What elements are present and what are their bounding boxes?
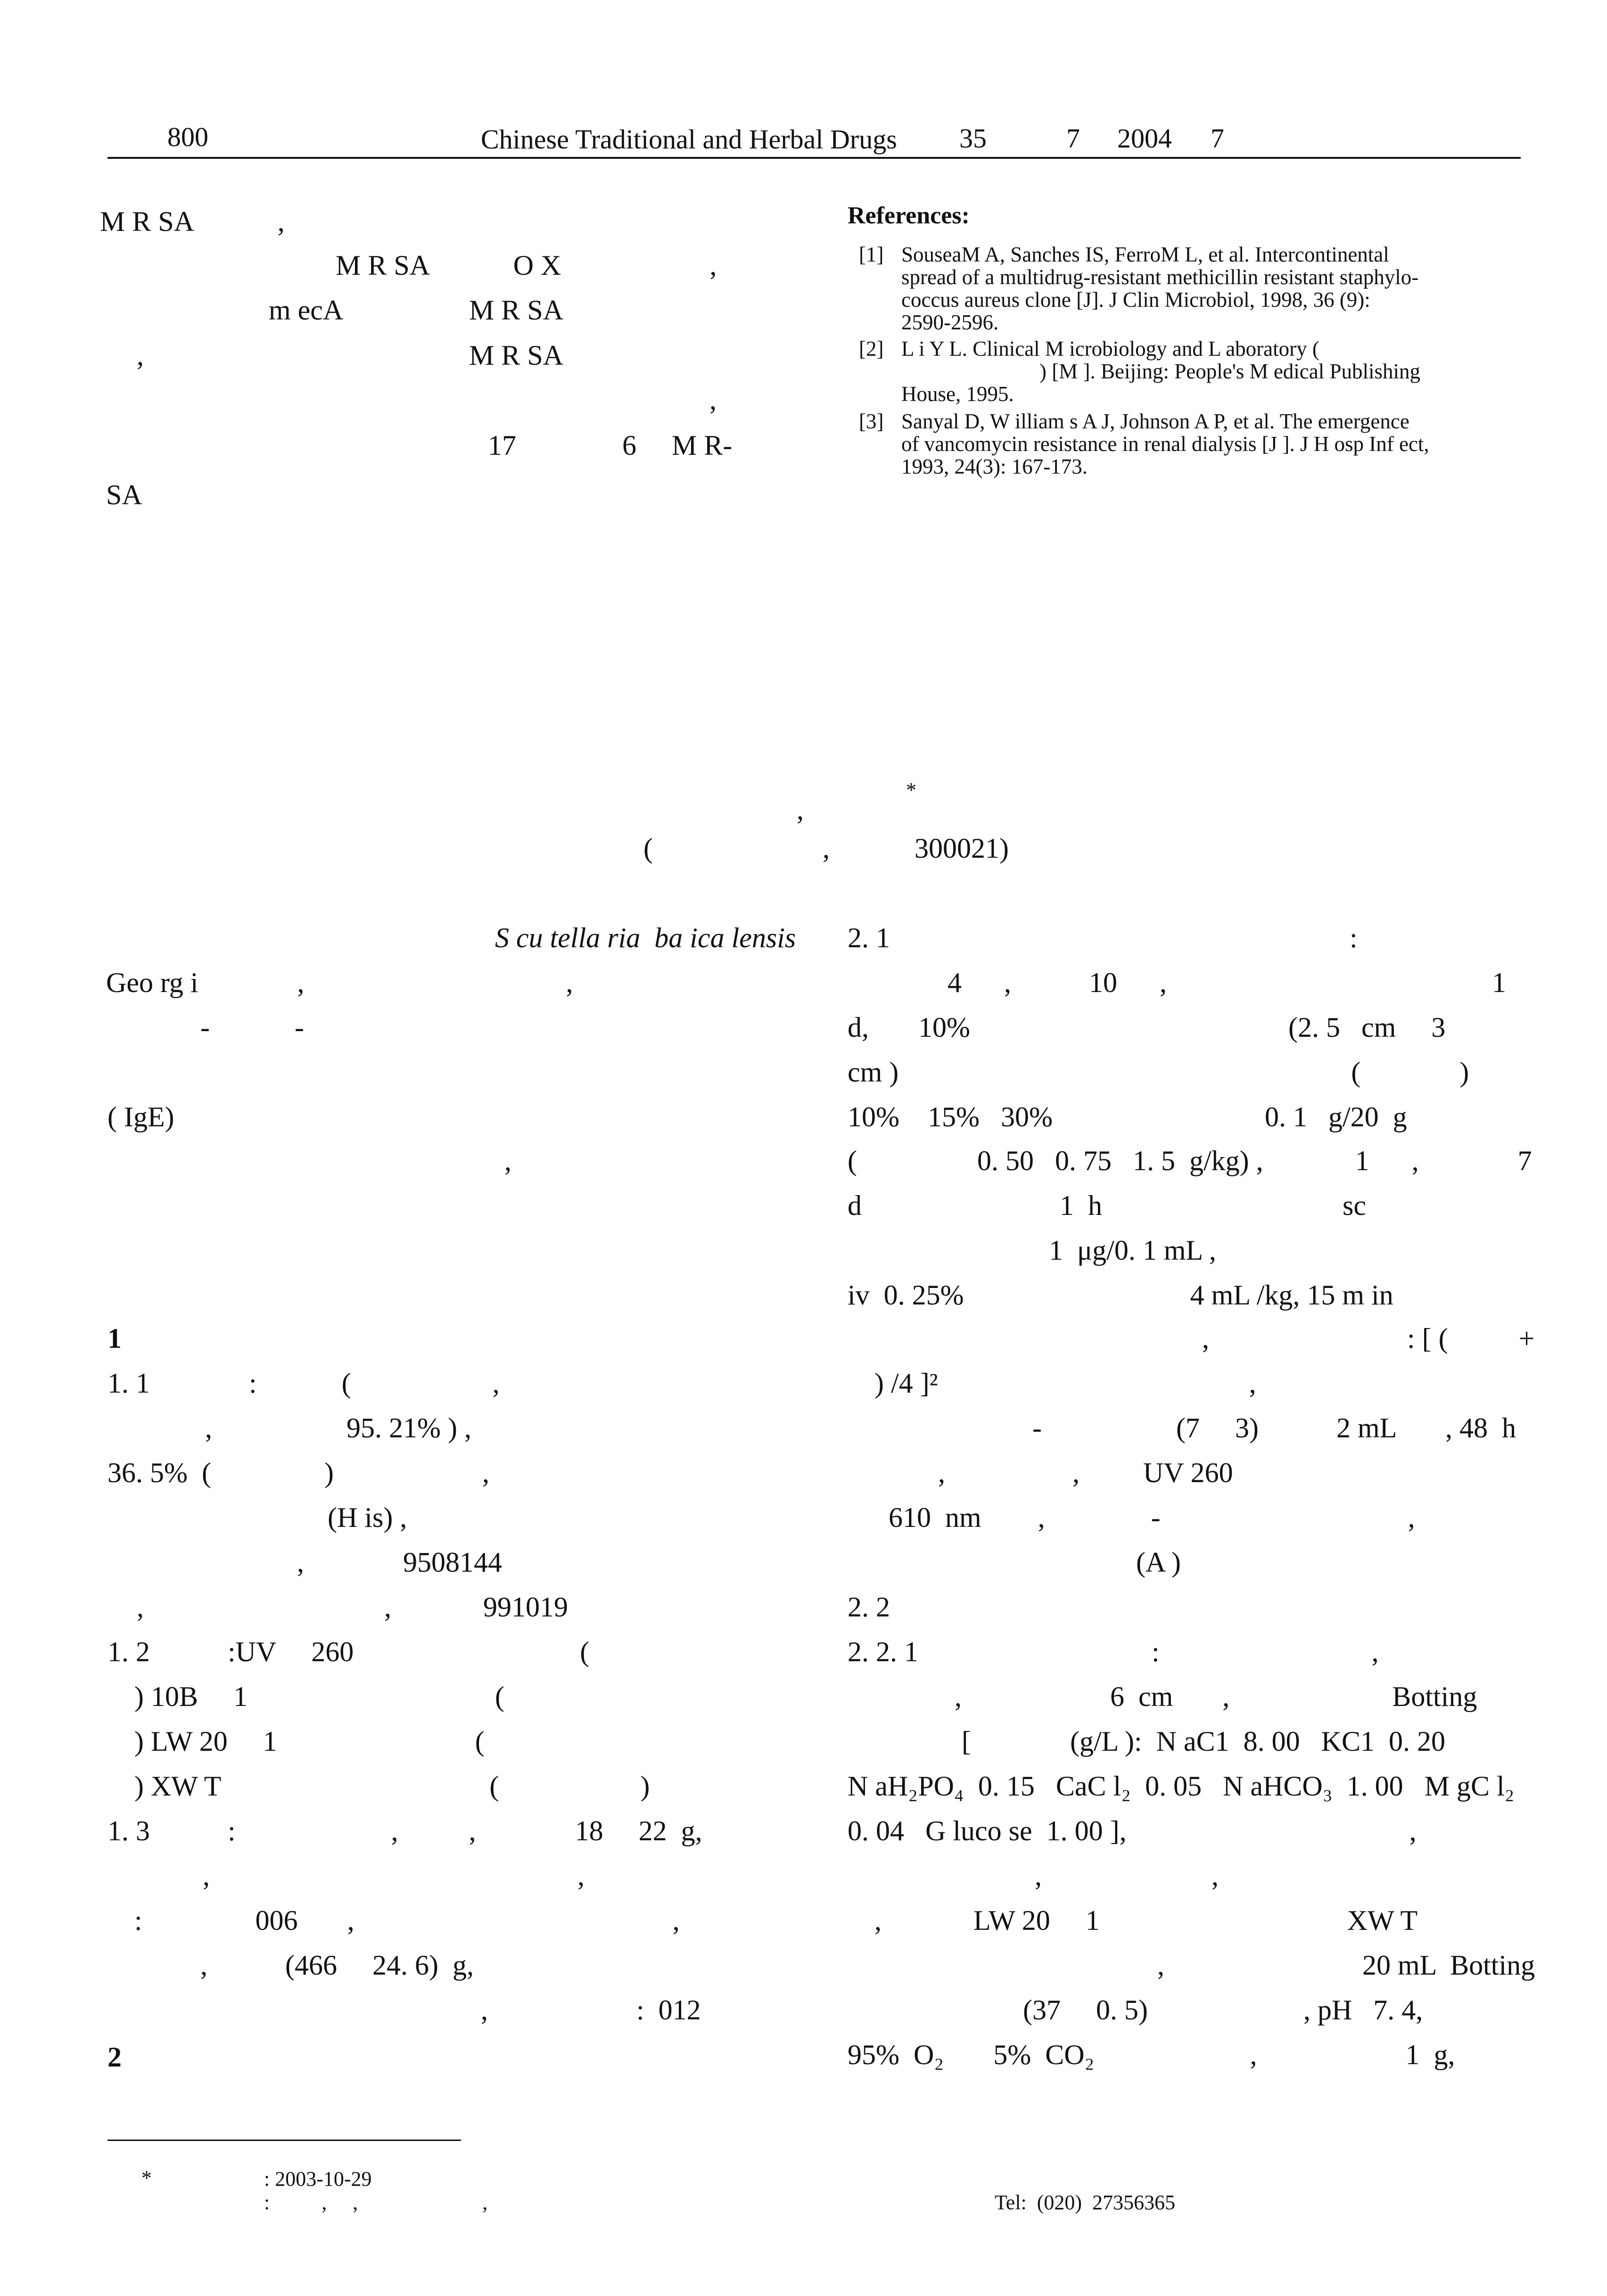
- header-rule: [107, 157, 1521, 159]
- journal-issue: 7: [1066, 123, 1080, 154]
- affiliation: ( , 300021): [643, 833, 1009, 864]
- text-line: d, 10% (2. 5 cm 3: [848, 1012, 1446, 1043]
- footnote-line: : , , ,: [264, 2191, 488, 2214]
- text-line: , 6 cm , Botting: [955, 1681, 1477, 1712]
- text-line: , , UV 260: [938, 1457, 1233, 1488]
- journal-year: 2004: [1117, 123, 1172, 154]
- journal-volume: 35: [959, 123, 987, 154]
- text-line: 4 , 10 , 1: [948, 967, 1506, 998]
- footnote-star: *: [141, 2166, 152, 2189]
- text-line: ) XW T ( ): [134, 1771, 650, 1802]
- text-line: [ (g/L ): N aC1 8. 00 KC1 0. 20: [962, 1726, 1446, 1757]
- text-line: 2. 2. 1 : ,: [848, 1636, 1379, 1667]
- text-line: ( 0. 50 0. 75 1. 5 g/kg) , 1 , 7: [848, 1145, 1532, 1176]
- text-line: SA: [106, 479, 142, 510]
- text-line: iv 0. 25% 4 mL /kg, 15 m in: [848, 1279, 1393, 1311]
- journal-title: Chinese Traditional and Herbal Drugs: [481, 124, 897, 155]
- text-line: 1. 2 :UV 260 (: [107, 1636, 590, 1667]
- text-line: M R SA O X ,: [336, 250, 717, 281]
- page-number: 800: [167, 122, 208, 152]
- reference-text: of vancomycin resistance in renal dialysis [J ]. J H osp Inf ect,: [901, 432, 1429, 456]
- telephone: Tel: (020) 27356365: [995, 2191, 1176, 2214]
- text-line: , 95. 21% ) ,: [205, 1412, 471, 1443]
- reference-text: 1993, 24(3): 167-173.: [901, 455, 1088, 478]
- text-line: , LW 20 1 XW T: [874, 1905, 1418, 1936]
- text-line: (37 0. 5) , pH 7. 4,: [1023, 1994, 1423, 2025]
- text-line: ,: [504, 1145, 511, 1176]
- text-line: 1. 1 : ( ,: [107, 1368, 500, 1399]
- text-line: m ecA M R SA: [269, 295, 564, 326]
- author-asterisk: *: [906, 779, 916, 802]
- text-line: 2. 1 :: [848, 922, 1358, 953]
- text-line: 95% O₂ 5% CO₂ , 1 g,: [848, 2039, 1455, 2070]
- text-line: , 9508144: [297, 1547, 502, 1578]
- text-line: , , 991019: [137, 1591, 568, 1623]
- species-name: S cu tella ria ba ica lensis: [495, 922, 796, 953]
- text-line: - (7 3) 2 mL , 48 h: [1032, 1412, 1516, 1443]
- reference-text: SouseaM A, Sanches IS, FerroM L, et al. Intercontinental: [901, 243, 1389, 266]
- reference-text: ) [M ]. Beijing: People's M edical Publishing: [1039, 360, 1421, 383]
- text-line: (H is) ,: [328, 1502, 407, 1533]
- text-line: , ,: [1035, 1860, 1219, 1891]
- text-line: , : 012: [481, 1994, 701, 2025]
- text-line: 36. 5% ( ) ,: [107, 1457, 489, 1488]
- text-line: 0. 04 G luco se 1. 00 ], ,: [848, 1815, 1417, 1846]
- text-line: ) /4 ]² ,: [874, 1368, 1256, 1399]
- text-line: N aH₂PO₄ 0. 15 CaC l₂ 0. 05 N aHCO₃ 1. 00 M gC l₂: [848, 1771, 1515, 1802]
- text-line: cm ) ( ): [848, 1057, 1469, 1088]
- text-line: ,: [709, 384, 717, 415]
- text-line: 17 6 M R-: [488, 430, 733, 461]
- reference-text: L i Y L. Clinical M icrobiology and L aboratory (: [901, 337, 1319, 361]
- text-line: ) 10B 1 (: [134, 1681, 504, 1712]
- reference-text: House, 1995.: [901, 382, 1014, 406]
- reference-number: [3]: [859, 410, 884, 433]
- text-line: , (466 24. 6) g,: [200, 1950, 474, 1981]
- reference-text: 2590-2596.: [901, 311, 999, 334]
- text-line: M R SA ,: [100, 206, 285, 237]
- text-line: , : [ ( +: [1202, 1323, 1535, 1354]
- text-line: (A ): [1136, 1547, 1181, 1578]
- received-date: : 2003-10-29: [264, 2167, 372, 2190]
- text-line: 10% 15% 30% 0. 1 g/20 g: [848, 1101, 1407, 1132]
- text-line: 1 μg/0. 1 mL ,: [1049, 1235, 1216, 1266]
- journal-month: 7: [1211, 123, 1224, 154]
- text-line: , M R SA: [137, 340, 564, 371]
- text-line: , ,: [203, 1860, 585, 1891]
- reference-number: [1]: [859, 243, 884, 266]
- text-line: 610 nm , - ,: [889, 1502, 1415, 1533]
- reference-text: coccus aureus clone [J]. J Clin Microbiol, 1998, 36 (9):: [901, 288, 1370, 312]
- reference-text: Sanyal D, W illiam s A J, Johnson A P, et al. The emergence: [901, 410, 1409, 433]
- references-heading: References:: [848, 202, 970, 229]
- author-line: ,: [797, 794, 804, 825]
- text-line: ) LW 20 1 (: [134, 1726, 485, 1757]
- text-line: , 20 mL Botting: [1157, 1950, 1535, 1981]
- text-line: ( IgE): [107, 1101, 174, 1132]
- text-line: 1. 3 : , , 18 22 g,: [107, 1815, 702, 1846]
- text-line: : 006 , ,: [134, 1905, 680, 1936]
- text-line: Geo rg i , ,: [106, 967, 573, 998]
- section-heading-2: 2: [107, 2042, 122, 2073]
- reference-number: [2]: [859, 337, 884, 361]
- subsection-2-2: 2. 2: [848, 1591, 890, 1623]
- text-line: - -: [200, 1012, 304, 1043]
- reference-text: spread of a multidrug-resistant methicillin resistant staphylo-: [901, 265, 1419, 289]
- text-line: d 1 h sc: [848, 1190, 1366, 1221]
- footnote-rule: [107, 2140, 461, 2141]
- section-heading-1: 1: [107, 1323, 122, 1354]
